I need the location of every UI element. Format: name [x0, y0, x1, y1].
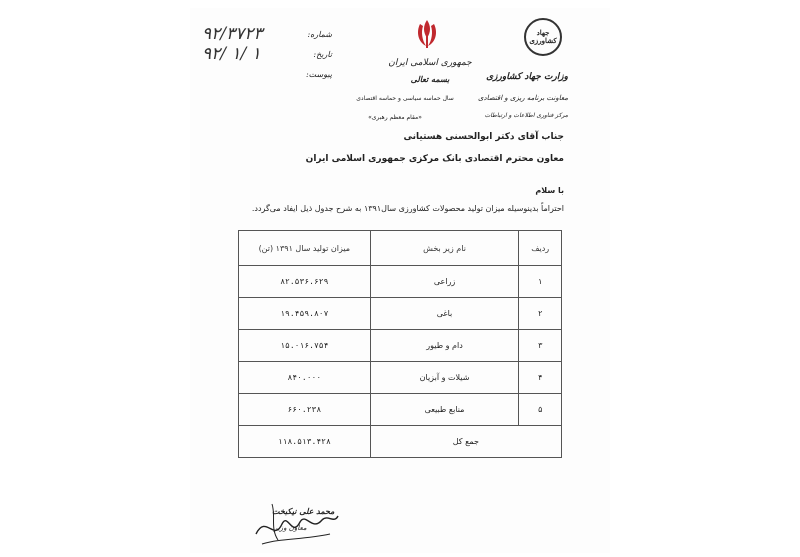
- greeting: با سلام: [535, 186, 564, 195]
- row-name: دام و طیور: [370, 330, 519, 362]
- row-name: منابع طبیعی: [370, 394, 519, 426]
- date-label: تاریخ:: [313, 50, 332, 59]
- table-row: [239, 266, 562, 298]
- table-header-row: [239, 231, 562, 266]
- letter-page: [190, 8, 610, 553]
- total-label: جمع کل: [370, 426, 561, 458]
- number-value: ۹۲/۳۷۲۳: [202, 24, 263, 44]
- signature-icon: [252, 494, 342, 550]
- attachment-label: پیوست:: [305, 70, 332, 79]
- country-title: جمهوری اسلامی ایران: [388, 58, 472, 68]
- ministry-title: وزارت جهاد کشاورزی: [486, 72, 568, 82]
- ministry-logo: جهاد کشاورزی: [524, 18, 562, 56]
- addressee-name: جناب آقای دکتر ابوالحسنی هستیانی: [403, 132, 564, 142]
- basmala: بسمه تعالی: [410, 74, 450, 84]
- header-value: میزان تولید سال ۱۳۹۱ (تن): [239, 231, 371, 266]
- header-index: ردیف: [519, 231, 562, 266]
- table-row: [239, 330, 562, 362]
- table-row: [239, 362, 562, 394]
- table-row: [239, 394, 562, 426]
- table-total-row: [239, 426, 562, 458]
- row-index: ۱: [519, 266, 562, 298]
- row-value: ۸۲.۵۳۶.۶۲۹: [239, 266, 371, 298]
- number-label: شماره:: [307, 30, 332, 39]
- row-value: ۸۴۰.۰۰۰: [239, 362, 371, 394]
- row-index: ۳: [519, 330, 562, 362]
- table-row: [239, 298, 562, 330]
- production-table: [238, 230, 562, 458]
- row-index: ۴: [519, 362, 562, 394]
- total-value: ۱۱۸.۵۱۳.۴۲۸: [239, 426, 371, 458]
- row-name: شیلات و آبزیان: [370, 362, 519, 394]
- ministry-subtitle: معاونت برنامه ریزی و اقتصادی: [477, 94, 568, 102]
- date-value: ۹۲/ ۱/ ۱: [202, 44, 261, 64]
- year-motto: سال حماسه سیاسی و حماسه اقتصادی: [356, 95, 454, 102]
- iran-emblem-icon: [414, 18, 440, 52]
- addressee-title: معاون محترم اقتصادی بانک مرکزی جمهوری اسلامی ایران: [305, 154, 564, 164]
- letter-body: احتراماً بدینوسیله میزان تولید محصولات کشاورزی سال۱۳۹۱ به شرح جدول ذیل ایفاد می‌گردد.: [251, 204, 564, 213]
- row-index: ۵: [519, 394, 562, 426]
- signatory-name: محمد علی نیکبخت: [272, 506, 335, 516]
- row-index: ۲: [519, 298, 562, 330]
- motto-attribution: «مقام معظم رهبری»: [368, 114, 422, 121]
- letter-meta: [202, 26, 332, 86]
- header-name: نام زیر بخش: [370, 231, 519, 266]
- row-value: ۶۶۰.۲۳۸: [239, 394, 371, 426]
- row-value: ۱۹.۴۵۹.۸۰۷: [239, 298, 371, 330]
- row-name: باغی: [370, 298, 519, 330]
- row-value: ۱۵.۰۱۶.۷۵۴: [239, 330, 371, 362]
- row-name: زراعی: [370, 266, 519, 298]
- signatory-title: معاون وزیر: [274, 524, 307, 532]
- ministry-department: مرکز فناوری اطلاعات و ارتباطات: [484, 112, 568, 119]
